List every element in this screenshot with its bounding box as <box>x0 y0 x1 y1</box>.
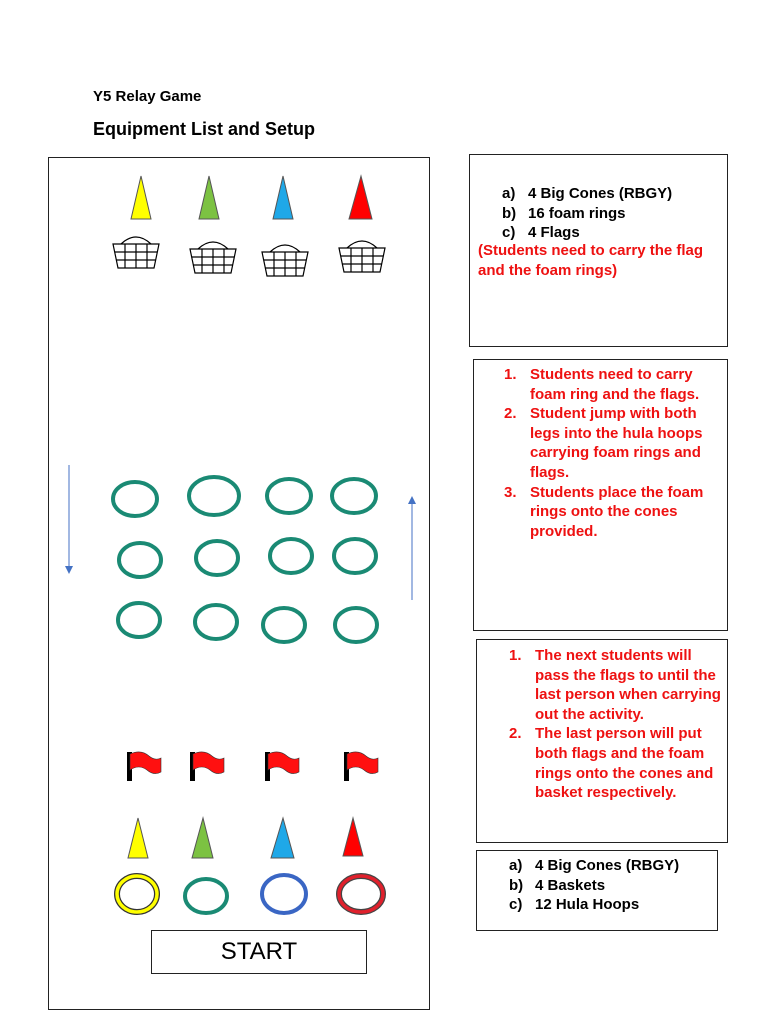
blue-hoop <box>262 875 306 913</box>
hula-hoop <box>263 608 305 642</box>
green-cone-icon <box>192 818 213 858</box>
hula-hoop <box>119 543 161 577</box>
basket-icon <box>262 245 308 276</box>
hula-hoop <box>196 541 238 575</box>
flag-icon <box>190 752 224 781</box>
list-item: 1. Students need to carry foam ring and the flags. <box>504 366 700 403</box>
list-item: a) 4 Big Cones (RBGY) <box>509 857 680 874</box>
list-item: 1. The next students will pass the flags to until the last person when carrying out the activity. <box>509 647 721 723</box>
hula-hoop <box>118 603 160 637</box>
green-cone-icon <box>199 176 219 219</box>
hula-hoop <box>113 482 157 516</box>
basket-icon <box>113 237 159 268</box>
red-cone-icon <box>349 176 372 219</box>
hula-hoop <box>334 539 376 573</box>
list-item: 3. Students place the foam rings onto the cones provided. <box>504 483 704 540</box>
baskets <box>113 237 385 276</box>
list-item: a) 4 Big Cones (RBGY) <box>502 185 673 202</box>
instructions-box-2 <box>476 639 728 843</box>
basket-icon <box>190 242 236 273</box>
flags <box>127 752 378 781</box>
bottom-hoops <box>117 875 383 913</box>
flag-icon <box>344 752 378 781</box>
hula-hoop <box>332 479 376 513</box>
page-subtitle: Equipment List and Setup <box>93 119 316 139</box>
flag-icon <box>265 752 299 781</box>
page-title: Y5 Relay Game <box>93 88 202 105</box>
equipment-box-2 <box>476 850 718 931</box>
list-item: 2. Student jump with both legs into the hula hoops carrying foam rings and flags. <box>504 405 703 481</box>
instructions-box-1 <box>473 359 728 631</box>
top-cones <box>131 176 372 219</box>
yellow-hoop <box>117 876 157 912</box>
red-cone-icon <box>343 818 363 856</box>
basket-icon <box>339 241 385 272</box>
red-hoop <box>339 876 383 912</box>
hula-hoop-grid <box>113 477 377 642</box>
hula-hoop <box>270 539 312 573</box>
note-text: (Students need to carry the flag and the foam rings) <box>478 242 704 279</box>
bottom-cones <box>128 818 363 858</box>
green-hoop <box>185 879 227 913</box>
flag-icon <box>127 752 161 781</box>
hula-hoop <box>195 605 237 639</box>
yellow-cone-icon <box>128 818 148 858</box>
blue-cone-icon <box>273 176 293 219</box>
hula-hoop <box>189 477 239 515</box>
list-item: b) 4 Baskets <box>509 876 606 894</box>
list-item: c) 12 Hula Hoops <box>509 896 640 914</box>
equipment-box-1 <box>469 154 728 347</box>
list-item: 2. The last person will put both flags and the foam rings onto the cones and basket respectively. <box>509 725 714 802</box>
yellow-cone-icon <box>131 176 151 219</box>
list-item: c) 4 Flags <box>502 224 580 242</box>
blue-cone-icon <box>271 818 294 858</box>
hula-hoop <box>335 608 377 642</box>
start-button[interactable]: START <box>151 930 367 974</box>
hula-hoop <box>267 479 311 513</box>
list-item: b) 16 foam rings <box>502 204 626 222</box>
